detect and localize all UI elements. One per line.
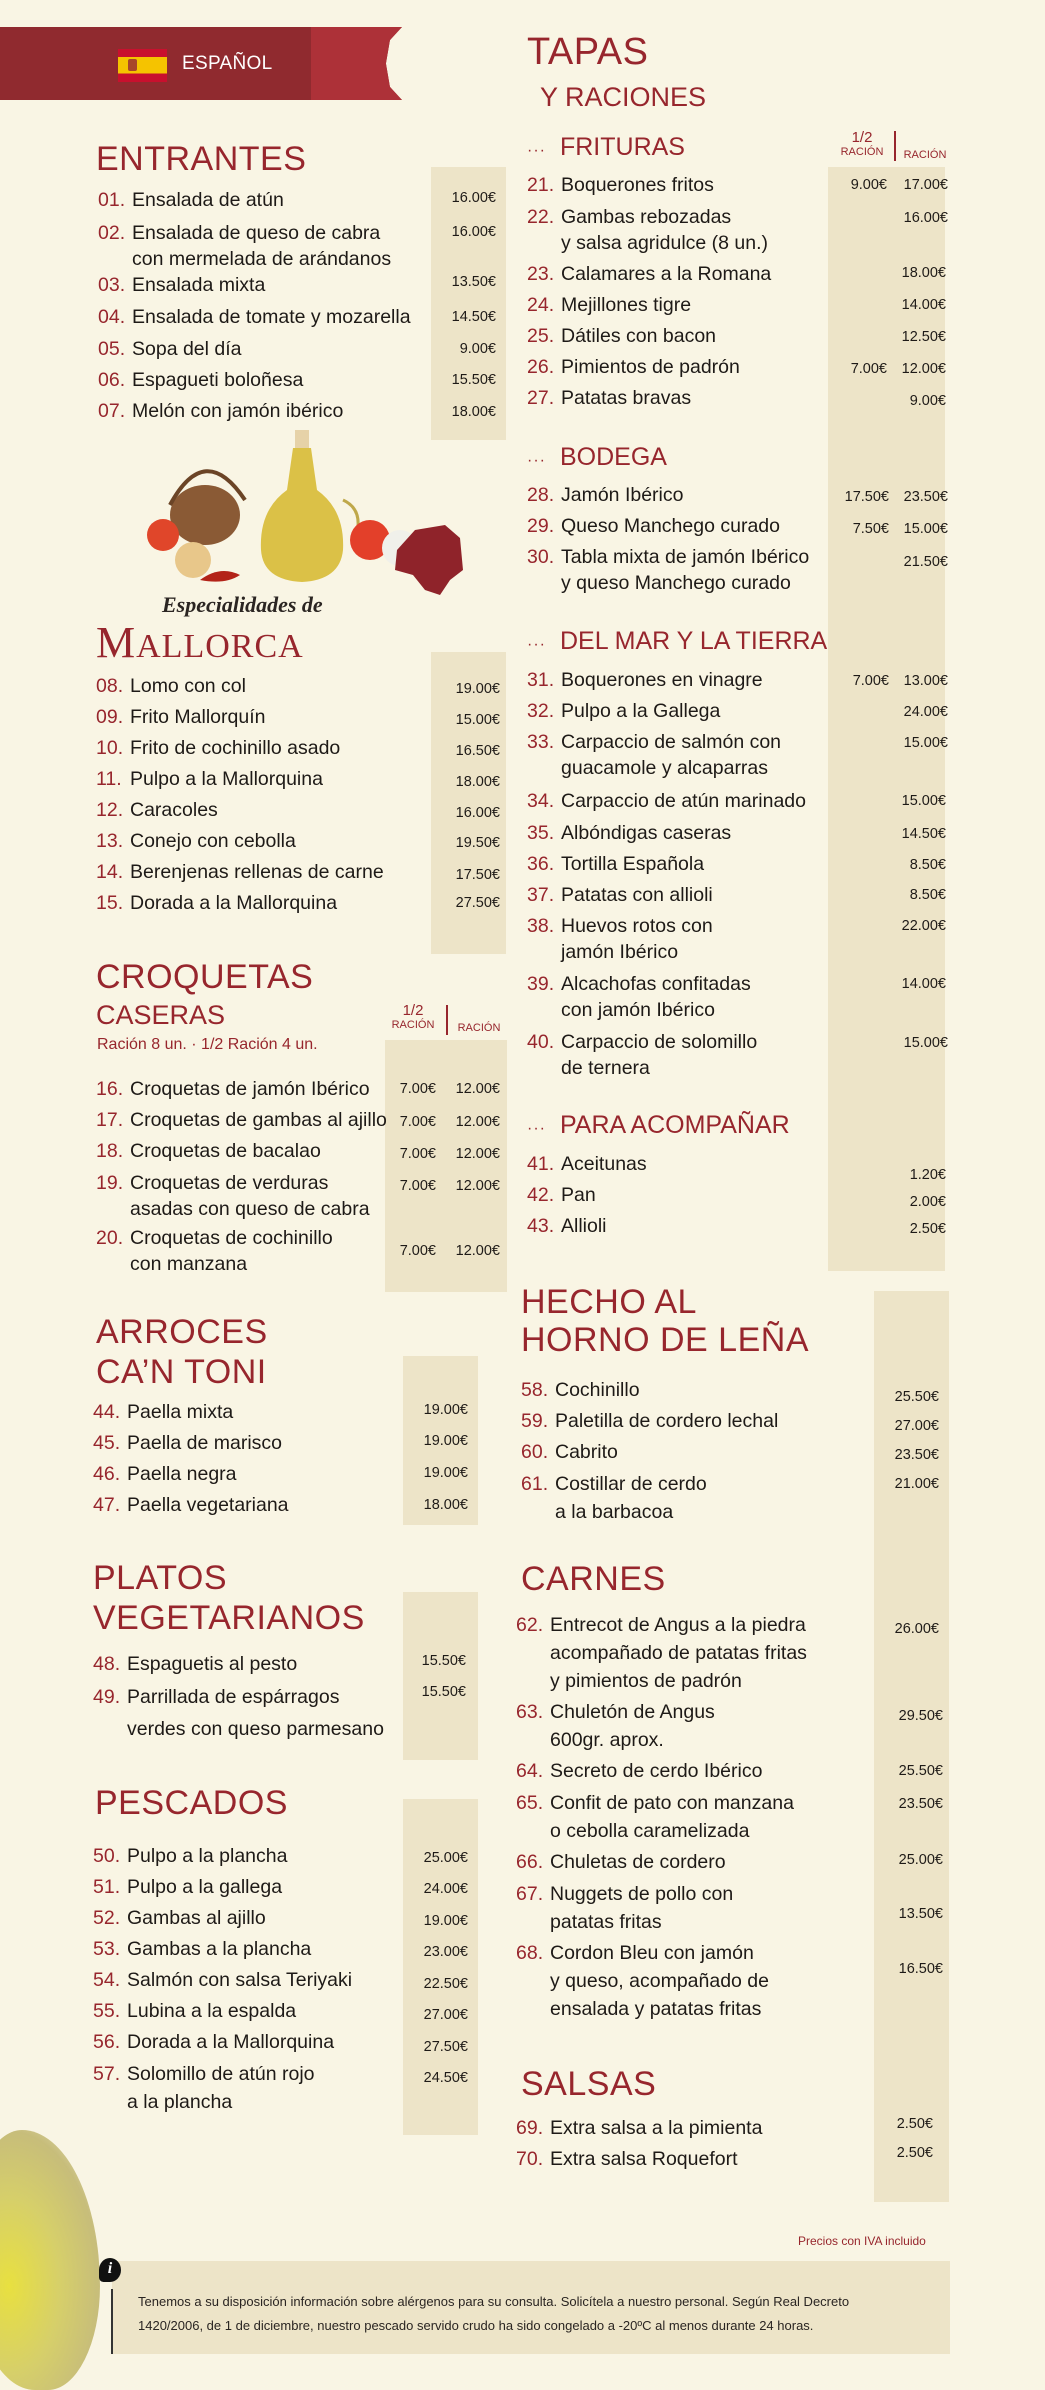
full-price: 15.00€ xyxy=(903,521,948,537)
menu-item: 50. Pulpo a la plancha xyxy=(93,1845,288,1867)
menu-item: 47. Paella vegetariana xyxy=(93,1494,289,1516)
price: 18.00€ xyxy=(451,404,496,420)
menu-item: 17. Croquetas de gambas al ajillo xyxy=(96,1109,387,1131)
full-price: 21.50€ xyxy=(903,554,948,570)
specialties-subtitle: Especialidades de xyxy=(162,592,323,617)
info-divider xyxy=(111,2289,113,2354)
menu-item: 49. Parrillada de espárragos verdes con queso parmesano xyxy=(93,1686,384,1740)
menu-item: 25. Dátiles con bacon xyxy=(527,325,717,347)
column-divider xyxy=(894,131,896,161)
menu-item: 67. Nuggets de pollo con patatas fritas xyxy=(516,1883,734,1933)
price: 16.00€ xyxy=(451,224,496,240)
menu-item: 69. Extra salsa a la pimienta xyxy=(516,2117,763,2139)
full-price: 24.00€ xyxy=(903,704,948,720)
price: 2.50€ xyxy=(896,2145,933,2161)
price: 27.50€ xyxy=(423,2039,468,2055)
section-subtitle-caseras: CASERAS xyxy=(96,1000,226,1030)
subsection-title-frituras: ··· FRITURAS xyxy=(527,133,685,161)
food-illustration-with-mallorca-map xyxy=(145,430,465,600)
menu-item: 52. Gambas al ajillo xyxy=(93,1907,266,1929)
price: 2.50€ xyxy=(896,2116,933,2132)
menu-item: 26. Pimientos de padrón xyxy=(527,356,740,378)
full-price: 12.00€ xyxy=(455,1243,500,1259)
full-price: 14.00€ xyxy=(901,976,946,992)
menu-item: 64. Secreto de cerdo Ibérico xyxy=(516,1760,763,1782)
full-price: 12.00€ xyxy=(455,1146,500,1162)
full-price: 12.00€ xyxy=(455,1114,500,1130)
full-price: 8.50€ xyxy=(909,887,946,903)
half-price: 7.00€ xyxy=(399,1243,436,1259)
full-price: 13.00€ xyxy=(903,673,948,689)
full-price: 14.50€ xyxy=(901,826,946,842)
full-price: 1.20€ xyxy=(909,1167,946,1183)
column-divider xyxy=(446,1005,448,1035)
menu-item: 39. Alcachofas confitadas con jamón Ibérico xyxy=(527,973,751,1021)
section-title-entrantes: ENTRANTES xyxy=(96,140,307,178)
full-price: 15.00€ xyxy=(903,1035,948,1051)
vat-included-note: Precios con IVA incluido xyxy=(798,2234,926,2248)
price: 15.50€ xyxy=(421,1653,466,1669)
price: 24.00€ xyxy=(423,1881,468,1897)
menu-item: 33. Carpaccio de salmón con guacamole y alcaparras xyxy=(527,731,782,779)
price: 19.00€ xyxy=(423,1913,468,1929)
section-title-mallorca: MALLORCA xyxy=(96,618,304,667)
full-price: 17.00€ xyxy=(903,177,948,193)
menu-item: 61. Costillar de cerdo a la barbacoa xyxy=(521,1473,707,1523)
menu-item: 36. Tortilla Española xyxy=(527,853,705,875)
section-title-horno: HECHO AL HORNO DE LEÑA xyxy=(521,1283,809,1359)
subsection-title-bodega: ··· BODEGA xyxy=(527,443,667,471)
section-title-tapas: TAPAS xyxy=(527,31,649,73)
menu-item: 13. Conejo con cebolla xyxy=(96,830,296,852)
price: 21.00€ xyxy=(894,1476,939,1492)
price: 13.50€ xyxy=(451,274,496,290)
price: 25.50€ xyxy=(894,1389,939,1405)
section-title-pescados: PESCADOS xyxy=(95,1784,288,1822)
price-column xyxy=(403,1592,478,1760)
full-portion-header: RACIÓN xyxy=(903,149,947,161)
menu-item: 02. Ensalada de queso de cabra con mermelada de arándanos xyxy=(98,222,392,270)
menu-item: 55. Lubina a la espalda xyxy=(93,2000,297,2022)
menu-item: 57. Solomillo de atún rojo a la plancha xyxy=(93,2063,315,2113)
menu-item: 28. Jamón Ibérico xyxy=(527,484,684,506)
menu-item: 20. Croquetas de cochinillo con manzana xyxy=(96,1227,333,1275)
price: 15.00€ xyxy=(455,712,500,728)
section-title-vegetarianos: PLATOS VEGETARIANOS xyxy=(93,1559,365,1637)
price: 25.00€ xyxy=(423,1850,468,1866)
lettuce-leaf-decoration xyxy=(0,2130,100,2390)
menu-item: 11. Pulpo a la Mallorquina xyxy=(96,768,323,790)
menu-item: 08. Lomo con col xyxy=(96,675,246,697)
half-portion-header: 1/2 RACIÓN xyxy=(391,1002,435,1031)
price: 23.00€ xyxy=(423,1944,468,1960)
price: 19.50€ xyxy=(455,835,500,851)
section-title-carnes: CARNES xyxy=(521,1560,666,1598)
menu-item: 16. Croquetas de jamón Ibérico xyxy=(96,1078,370,1100)
menu-item: 45. Paella de marisco xyxy=(93,1432,282,1454)
price: 13.50€ xyxy=(898,1906,943,1922)
full-price: 12.00€ xyxy=(455,1178,500,1194)
menu-item: 58. Cochinillo xyxy=(521,1379,640,1401)
price: 29.50€ xyxy=(898,1708,943,1724)
full-price: 2.00€ xyxy=(909,1194,946,1210)
half-price: 7.50€ xyxy=(852,521,889,537)
half-price: 7.00€ xyxy=(399,1114,436,1130)
full-price: 15.00€ xyxy=(903,735,948,751)
menu-item: 34. Carpaccio de atún marinado xyxy=(527,790,806,812)
price: 25.00€ xyxy=(898,1852,943,1868)
full-portion-header: RACIÓN xyxy=(457,1022,501,1034)
half-price: 17.50€ xyxy=(844,489,889,505)
subsection-title-mar-tierra: ··· DEL MAR Y LA TIERRA xyxy=(527,627,828,655)
menu-item: 10. Frito de cochinillo asado xyxy=(96,737,341,759)
menu-item: 05. Sopa del día xyxy=(98,338,242,360)
price: 9.00€ xyxy=(459,341,496,357)
menu-item: 18. Croquetas de bacalao xyxy=(96,1140,321,1162)
menu-item: 53. Gambas a la plancha xyxy=(93,1938,312,1960)
menu-item: 59. Paletilla de cordero lechal xyxy=(521,1410,779,1432)
menu-item: 54. Salmón con salsa Teriyaki xyxy=(93,1969,353,1991)
menu-item: 24. Mejillones tigre xyxy=(527,294,692,316)
price: 23.50€ xyxy=(898,1796,943,1812)
menu-item: 35. Albóndigas caseras xyxy=(527,822,732,844)
price: 19.00€ xyxy=(423,1402,468,1418)
menu-item: 63. Chuletón de Angus 600gr. aprox. xyxy=(516,1701,715,1751)
half-price: 7.00€ xyxy=(852,673,889,689)
menu-item: 04. Ensalada de tomate y mozarella xyxy=(98,306,411,328)
full-price: 15.00€ xyxy=(901,793,946,809)
half-price: 7.00€ xyxy=(399,1146,436,1162)
subsection-title-acompanar: ··· PARA ACOMPAÑAR xyxy=(527,1111,790,1139)
menu-item: 38. Huevos rotos con jamón Ibérico xyxy=(527,915,713,963)
info-icon: i xyxy=(99,2258,121,2282)
price: 14.50€ xyxy=(451,309,496,325)
menu-item: 44. Paella mixta xyxy=(93,1401,234,1423)
allergen-info-text: Tenemos a su disposición información sobre alérgenos para su consulta. Solicítela a nuestro personal. Según Real Decreto 1420/2006, de 1 de diciembre, nuestro pescado servido crudo ha sido congelado a -20ºC al menos durante 24 horas. xyxy=(138,2294,850,2333)
menu-item: 41. Aceitunas xyxy=(527,1153,647,1175)
price: 19.00€ xyxy=(423,1465,468,1481)
full-price: 12.00€ xyxy=(901,361,946,377)
half-price: 7.00€ xyxy=(399,1178,436,1194)
menu-item: 60. Cabrito xyxy=(521,1441,618,1463)
price: 18.00€ xyxy=(455,774,500,790)
menu-item: 22. Gambas rebozadas y salsa agridulce (8 un.) xyxy=(527,206,769,254)
spain-flag-icon xyxy=(118,49,167,82)
price: 16.50€ xyxy=(455,743,500,759)
menu-item: 01. Ensalada de atún xyxy=(98,189,284,211)
full-price: 14.00€ xyxy=(901,297,946,313)
menu-item: 30. Tabla mixta de jamón Ibérico y queso Manchego curado xyxy=(527,546,810,594)
price: 15.50€ xyxy=(451,372,496,388)
full-price: 16.00€ xyxy=(903,210,948,226)
menu-item: 48. Espaguetis al pesto xyxy=(93,1653,298,1675)
menu-item: 66. Chuletas de cordero xyxy=(516,1851,726,1873)
full-price: 12.00€ xyxy=(455,1081,500,1097)
menu-item: 51. Pulpo a la gallega xyxy=(93,1876,283,1898)
menu-item: 37. Patatas con allioli xyxy=(527,884,713,906)
menu-item: 46. Paella negra xyxy=(93,1463,237,1485)
half-price: 9.00€ xyxy=(850,177,887,193)
menu-item: 56. Dorada a la Mallorquina xyxy=(93,2031,335,2053)
price: 25.50€ xyxy=(898,1763,943,1779)
menu-item: 62. Entrecot de Angus a la piedra acompañado de patatas fritas y pimientos de padrón xyxy=(516,1614,807,1692)
price: 16.50€ xyxy=(898,1961,943,1977)
full-price: 22.00€ xyxy=(901,918,946,934)
price: 23.50€ xyxy=(894,1447,939,1463)
price: 19.00€ xyxy=(423,1433,468,1449)
menu-item: 19. Croquetas de verduras asadas con queso de cabra xyxy=(96,1172,370,1220)
section-title-arroces: ARROCES CA’N TONI xyxy=(96,1313,268,1391)
croquetas-portion-note: Ración 8 un. · 1/2 Ración 4 un. xyxy=(97,1036,318,1053)
full-price: 23.50€ xyxy=(903,489,948,505)
full-price: 8.50€ xyxy=(909,857,946,873)
menu-item: 42. Pan xyxy=(527,1184,596,1206)
full-price: 18.00€ xyxy=(901,265,946,281)
price: 26.00€ xyxy=(894,1621,939,1637)
menu-item: 68. Cordon Bleu con jamón y queso, acompañado de ensalada y patatas fritas xyxy=(516,1942,769,2020)
full-price: 9.00€ xyxy=(909,393,946,409)
price: 22.50€ xyxy=(423,1976,468,1992)
price: 27.00€ xyxy=(423,2007,468,2023)
half-price: 7.00€ xyxy=(850,361,887,377)
menu-item: 14. Berenjenas rellenas de carne xyxy=(96,861,384,883)
price: 19.00€ xyxy=(455,681,500,697)
section-subtitle-raciones: Y RACIONES xyxy=(540,82,707,112)
menu-item: 09. Frito Mallorquín xyxy=(96,706,266,728)
menu-item: 70. Extra salsa Roquefort xyxy=(516,2148,738,2170)
menu-item: 03. Ensalada mixta xyxy=(98,274,266,296)
price: 18.00€ xyxy=(423,1497,468,1513)
half-portion-header: 1/2 RACIÓN xyxy=(840,129,884,158)
price: 16.00€ xyxy=(451,190,496,206)
half-price: 7.00€ xyxy=(399,1081,436,1097)
menu-item: 07. Melón con jamón ibérico xyxy=(98,400,344,422)
menu-item: 31. Boquerones en vinagre xyxy=(527,669,763,691)
language-label: ESPAÑOL xyxy=(182,53,273,74)
price: 24.50€ xyxy=(423,2070,468,2086)
price: 17.50€ xyxy=(455,867,500,883)
price: 16.00€ xyxy=(455,805,500,821)
price-column xyxy=(431,167,506,440)
price: 27.00€ xyxy=(894,1418,939,1434)
menu-item: 12. Caracoles xyxy=(96,799,218,821)
menu-item: 43. Allioli xyxy=(527,1215,607,1237)
menu-item: 32. Pulpo a la Gallega xyxy=(527,700,721,722)
full-price: 2.50€ xyxy=(909,1221,946,1237)
section-title-croquetas: CROQUETAS xyxy=(96,958,314,996)
full-price: 12.50€ xyxy=(901,329,946,345)
price: 27.50€ xyxy=(455,895,500,911)
menu-item: 21. Boquerones fritos xyxy=(527,174,714,196)
menu-item: 23. Calamares a la Romana xyxy=(527,263,772,285)
menu-item: 65. Confit de pato con manzana o cebolla caramelizada xyxy=(516,1792,794,1842)
menu-item: 06. Espagueti boloñesa xyxy=(98,369,304,391)
menu-item: 27. Patatas bravas xyxy=(527,387,692,409)
menu-item: 29. Queso Manchego curado xyxy=(527,515,780,537)
price: 15.50€ xyxy=(421,1684,466,1700)
section-title-salsas: SALSAS xyxy=(521,2065,657,2103)
menu-item: 40. Carpaccio de solomillo de ternera xyxy=(527,1031,758,1079)
menu-item: 15. Dorada a la Mallorquina xyxy=(96,892,338,914)
